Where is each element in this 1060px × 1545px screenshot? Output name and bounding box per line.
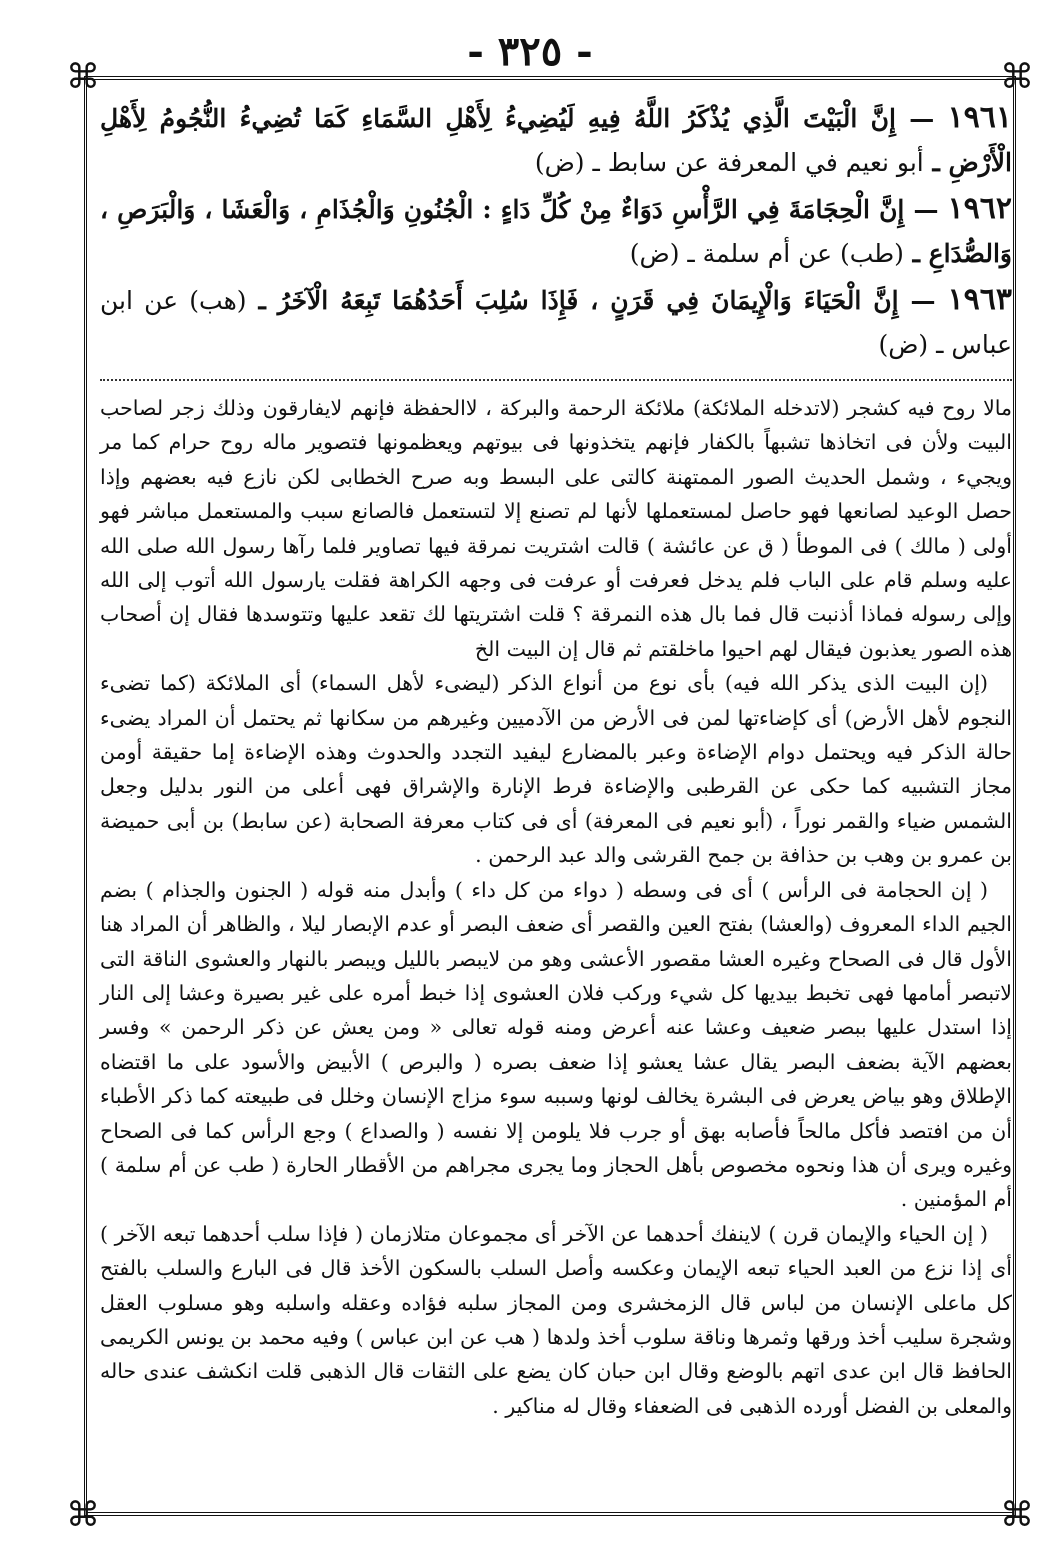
hadith-number: ١٩٦١ — [947, 100, 1012, 135]
hadith-text: — إِنَّ الْحَيَاءَ وَالْإِيمَانَ فِي قَرَنٍ ، فَإِذَا سُلِبَ أَحَدُهُمَا تَبِعَهُ الْآخَرُ ـ — [258, 286, 936, 315]
commentary-paragraph: ( إن الحياء والإيمان قرن ) لاينفك أحدهما عن الآخر أى مجموعان متلازمان ( فإذا سلب أحدهما تبعه الآخر ) أى إذا نزع من العبد الحياء تبعه الإيمان وعكسه وأصل السلب بالسكون الأخذ قال فى البارع والسلب بالفتح كل ماعلى الإنسان من لباس قال الزمخشرى ومن المجاز سلبه فؤاده وعقله واسلبه وهو مسلوب العقل وشجرة سليب أخذ ورقها وثمرها وناقة سلوب أخذ ولدها ( هب عن ابن عباس ) وفيه محمد بن يونس الكريمى الحافظ قال ابن عدى اتهم بالوضع وقال ابن حبان كان يضع على الثقات قال الذهبى قلت انكشف عندى حاله والمعلى بن الفضل أورده الذهبى فى الضعفاء وقال له مناكير . — [100, 1221, 1012, 1418]
page-number: - ٣٢٥ - — [467, 28, 593, 75]
hadith-section — [100, 96, 1012, 367]
corner-ornament-icon: ⌘ — [1000, 57, 1034, 97]
corner-ornament-icon: ⌘ — [66, 1495, 100, 1535]
corner-ornament-icon: ⌘ — [66, 57, 100, 97]
hadith-source: (طب) عن أم سلمة ـ (ض) — [629, 239, 904, 268]
hadith-text: — إِنَّ الْبَيْتَ الَّذِي يُذْكَرُ اللَّهُ فِيهِ لَيُضِيءُ لِأَهْلِ السَّمَاءِ كَمَا تُضِيءُ النُّجُومُ لِأَهْلِ الْأَرْضِ ـ — [100, 104, 1012, 177]
hadith-text: — إِنَّ الْحِجَامَةَ فِي الرَّأْسِ دَوَاءٌ مِنْ كُلِّ دَاءٍ : الْجُنُونِ وَالْجُذَامِ ، وَالْعَشَا ، وَالْبَرَصِ ، وَالصُّدَاعِ ـ — [100, 195, 1012, 268]
corner-ornament-icon: ⌘ — [1000, 1495, 1034, 1535]
hadith-entry — [100, 278, 1012, 367]
commentary-section — [100, 391, 1012, 1423]
commentary-paragraph: مالا روح فيه كشجر (لاتدخله الملائكة) ملائكة الرحمة والبركة ، لاالحفظة فإنهم لايفارقون وذلك زجر لصاحب البيت ولأن فى اتخاذها تشبهاً بالكفار فإنهم يتخذونها فى بيوتهم ويعظمونها فتصوير ماله روح حرام كما مر ويجيء ، وشمل الحديث الصور الممتهنة كالتى على البسط وبه صرح الخطابى لكن نازع فيه بعضهم وإذا حصل الوعيد لصانعها فهو حاصل لمستعملها لأنها لم تصنع إلا لتستعمل فالصانع سبب والمستعمل مباشر فهو أولى ( مالك ) فى الموطأ ( ق عن عائشة ) قالت اشتريت نمرقة فيها تصاوير فلما رآها رسول الله صلى الله عليه وسلم قام على الباب فلم يدخل فعرفت أو عرفت فى وجهه الكراهة فقلت يارسول الله أتوب إلى الله وإلى رسوله فماذا أذنبت قال فما بال هذه النمرقة ؟ قلت اشتريتها لك تقعد عليها وتتوسدها فقال إن أصحاب هذه الصور يعذبون فيقال لهم احيوا ماخلقتم ثم قال إن البيت الخ — [100, 396, 1012, 661]
commentary-paragraph: (إن البيت الذى يذكر الله فيه) بأى نوع من أنواع الذكر (ليضىء لأهل السماء) أى الملائكة (كما تضىء النجوم لأهل الأرض) أى كإضاءتها لمن فى الأرض من الآدميين وغيرهم من سكانها ثم يحتمل أن المراد يضىء حالة الذكر فيه ويحتمل دوام الإضاءة وعبر بالمضارع ليفيد التجدد والحدوث وهذه الإضاءة إما حقيقة أومن مجاز التشبيه كما حكى عن القرطبى والإضاءة فرط الإنارة والإشراق فهى أعلى من النور بدليل وجعل الشمس ضياء والقمر نوراً ، (أبو نعيم فى المعرفة) أى فى كتاب معرفة الصحابة (عن سابط) بن أبى حميضة بن عمرو بن وهب بن حذافة بن جمح القرشى والد عبد الرحمن . — [100, 671, 1012, 868]
hadith-number: ١٩٦٣ — [947, 282, 1012, 317]
hadith-entry — [100, 187, 1012, 276]
commentary-paragraph: ( إن الحجامة فى الرأس ) أى فى وسطه ( دواء من كل داء ) وأبدل منه قوله ( الجنون والجذام ) بضم الجيم الداء المعروف (والعشا) بفتح العين والقصر أى ضعف البصر أو عدم الإبصار ليلا ، والظاهر أن المراد هنا الأول قال فى الصحاح وغيره العشا مقصور الأعشى وهو من لايبصر بالليل ويبصر بالنهار والعشوى الناقة التى لاتبصر أمامها فهى تخبط بيديها كل شيء وركب فلان العشوى إذا خبط أمره على غير بصيرة وعشا إلى النار إذا استدل عليها ببصر ضعيف وعشا عنه أعرض ومنه قوله تعالى « ومن يعش عن ذكر الرحمن » وفسر بعضهم الآية بضعف البصر يقال عشا يعشو إذا ضعف بصره ( والبرص ) الأبيض والأسود على ما اقتضاه الإطلاق وهو بياض يعرض فى البشرة يخالف لونها وسببه سوء مزاج الإنسان وخلل فى طبيعته كما ذكر الأطباء أن من افتصد فأكل مالحاً فأصابه بهق أو جرب فلا يلومن إلا نفسه ( والصداع ) وجع الرأس كما فى الصحاح وغيره ويرى أن هذا ونحوه مخصوص بأهل الحجاز وما يجرى مجراهم من الأقطار الحارة ( طب عن أم سلمة ) أم المؤمنين . — [100, 877, 1012, 1212]
hadith-entry — [100, 96, 1012, 185]
section-divider — [100, 379, 1012, 381]
hadith-source: أبو نعيم في المعرفة عن سابط ـ (ض) — [534, 148, 924, 177]
page-content — [100, 96, 1012, 1423]
hadith-number: ١٩٦٢ — [947, 191, 1012, 226]
hadith-source: (هب) عن ابن عباس ـ (ض) — [100, 286, 1012, 359]
